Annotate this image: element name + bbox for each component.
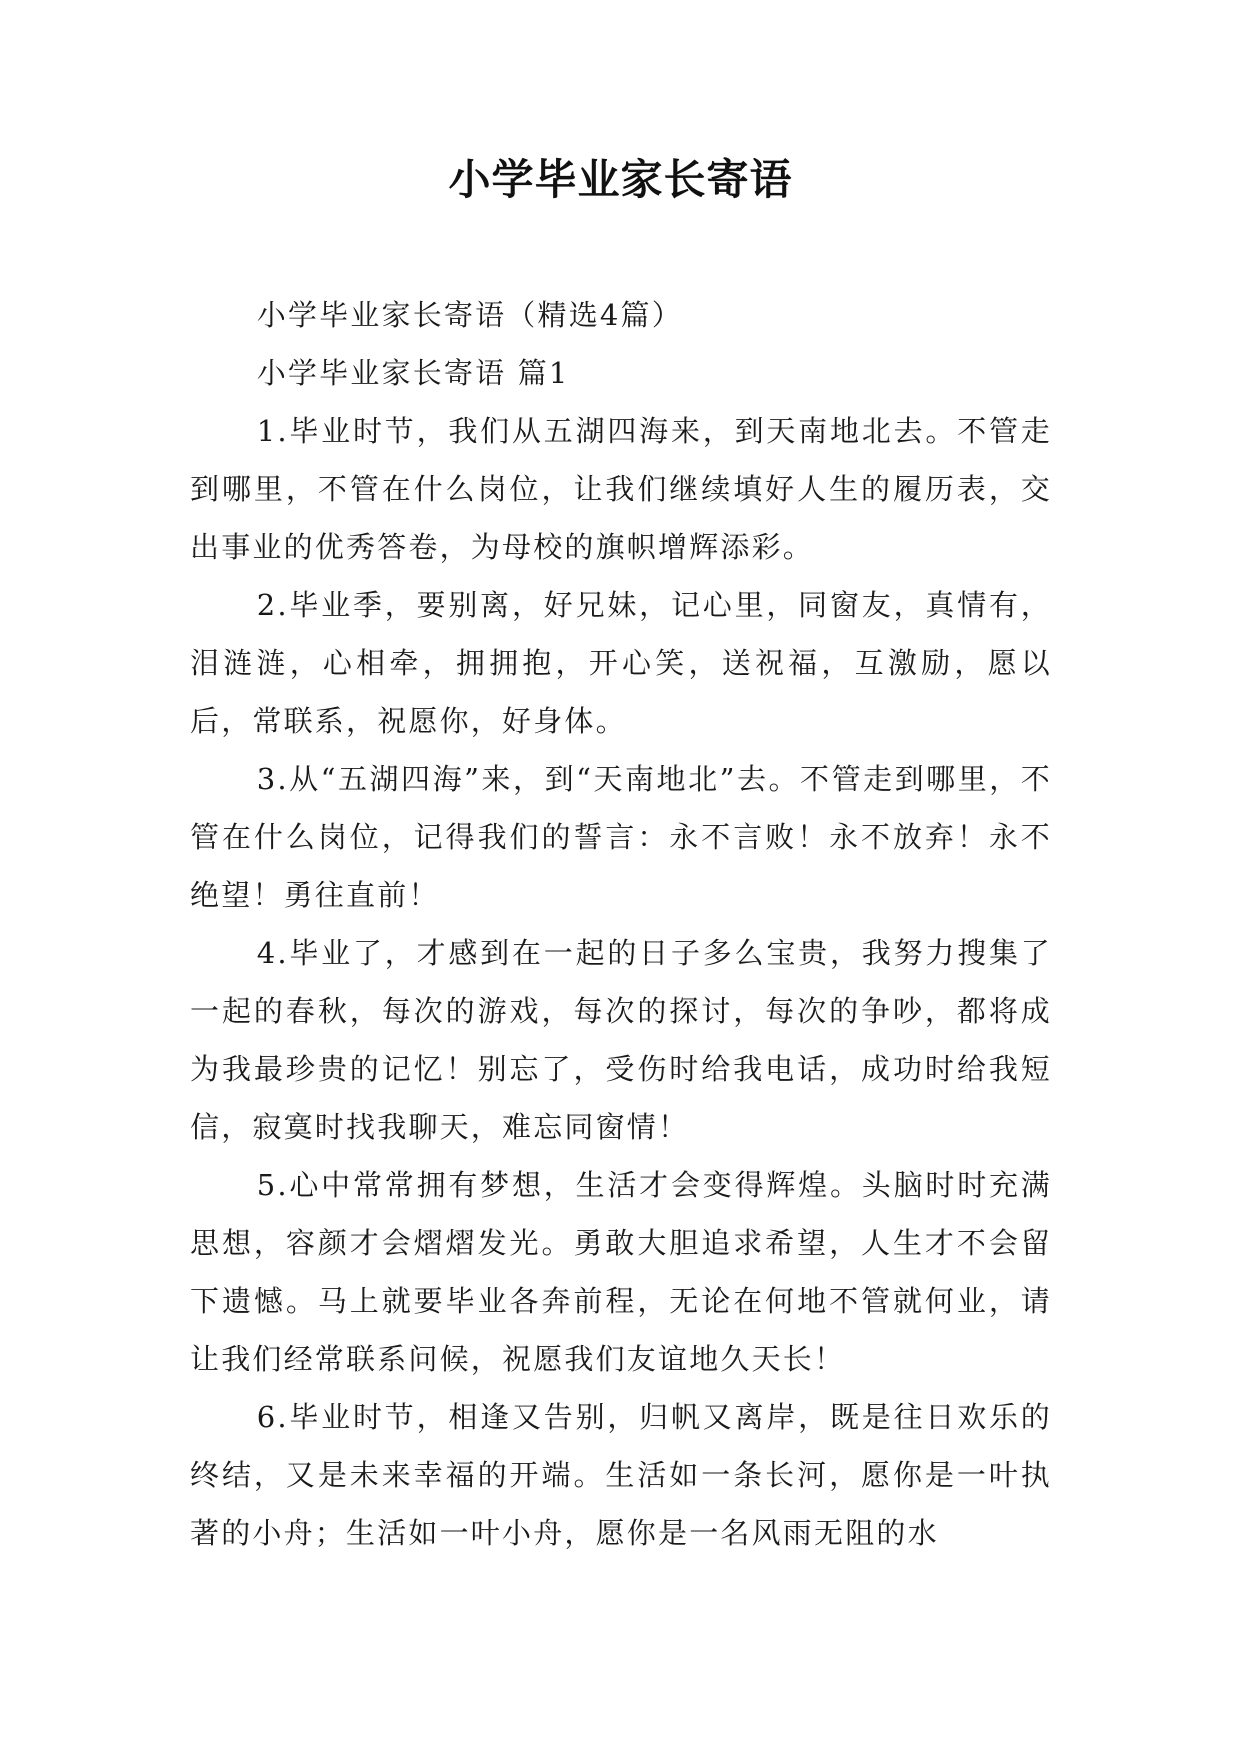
subtitle-paragraph: 小学毕业家长寄语（精选4篇） [256, 298, 683, 332]
body-paragraph-6: 6.毕业时节，相逢又告别，归帆又离岸，既是往日欢乐的终结，又是未来幸福的开端。生活如一条长河，愿你是一叶执著的小舟；生活如一叶小舟，愿你是一名风雨无阻的水 [190, 1400, 1052, 1550]
body-paragraph-1: 1.毕业时节，我们从五湖四海来，到天南地北去。不管走到哪里，不管在什么岗位，让我们继续填好人生的履历表，交出事业的优秀答卷，为母校的旗帜增辉添彩。 [190, 414, 1052, 564]
body-paragraph-4: 4.毕业了，才感到在一起的日子多么宝贵，我努力搜集了一起的春秋，每次的游戏，每次的探讨，每次的争吵，都将成为我最珍贵的记忆！别忘了，受伤时给我电话，成功时给我短信，寂寞时找我聊天，难忘同窗情！ [190, 936, 1052, 1144]
body-paragraph-3: 3.从“五湖四海”来，到“天南地北”去。不管走到哪里，不管在什么岗位，记得我们的誓言：永不言败！永不放弃！永不绝望！勇往直前！ [190, 762, 1052, 912]
section-heading: 小学毕业家长寄语 篇1 [256, 356, 570, 390]
document-title: 小学毕业家长寄语 [448, 155, 793, 204]
body-paragraph-5: 5.心中常常拥有梦想，生活才会变得辉煌。头脑时时充满思想，容颜才会熠熠发光。勇敢大胆追求希望，人生才不会留下遗憾。马上就要毕业各奔前程，无论在何地不管就何业，请让我们经常联系问候，祝愿我们友谊地久天长！ [190, 1168, 1052, 1376]
body-paragraph-2: 2.毕业季，要别离，好兄妹，记心里，同窗友，真情有，泪涟涟，心相牵，拥拥抱，开心笑，送祝福，互激励，愿以后，常联系，祝愿你，好身体。 [190, 588, 1052, 738]
document-body [190, 286, 1052, 1562]
